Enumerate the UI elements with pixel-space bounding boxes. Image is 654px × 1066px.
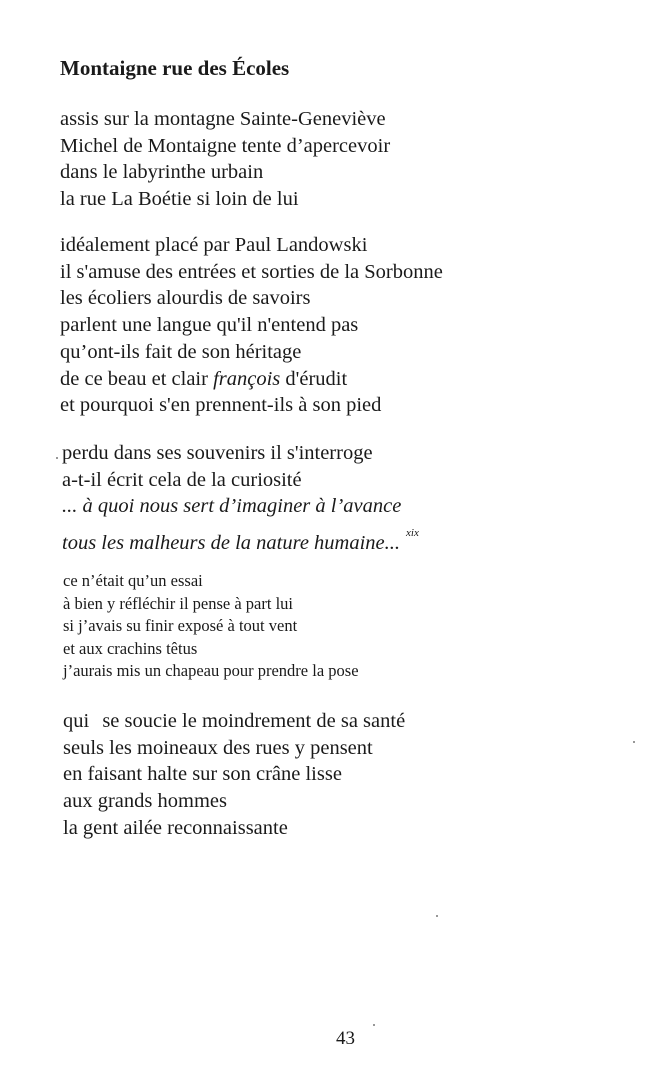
verse-line: j’aurais mis un chapeau pour prendre la pose	[63, 661, 359, 680]
verse-line: ce n’était qu’un essai	[63, 571, 203, 590]
verse-line: a-t-il écrit cela de la curiosité	[62, 468, 302, 491]
verse-line: qu’ont-ils fait de son héritage	[60, 340, 302, 363]
verse-line: perdu dans ses souvenirs il s'interroge	[62, 442, 373, 464]
scan-speck	[436, 915, 438, 917]
verse-line: et pourquoi s'en prennent-ils à son pied	[60, 394, 382, 417]
stanza-2	[60, 232, 443, 419]
quote-line: ... à quoi nous sert d’imaginer à l’avance	[62, 495, 402, 518]
verse-line: aux grands hommes	[63, 790, 227, 813]
footnote-reference: xix	[406, 527, 419, 540]
verse-line: la rue La Boétie si loin de lui	[60, 188, 299, 211]
verse-line: à bien y réfléchir il pense à part lui	[63, 593, 293, 613]
verse-line: seuls les moineaux des rues y pensent	[63, 736, 373, 759]
stanza-3	[62, 440, 419, 557]
verse-segment: se soucie le moindrement de sa santé	[102, 710, 406, 732]
verse-segment: qui	[63, 710, 90, 732]
italic-word: françois	[213, 367, 281, 390]
verse-line: les écoliers alourdis de savoirs	[60, 287, 311, 310]
stanza-1	[60, 106, 390, 213]
verse-line: idéalement placé par Paul Landowski	[60, 234, 368, 256]
verse-line: en faisant halte sur son crâne lisse	[63, 763, 342, 786]
verse-segment: d'érudit	[280, 367, 348, 390]
verse-line: parlent une langue qu'il n'entend pas	[60, 314, 359, 337]
stanza-5	[63, 708, 405, 842]
verse-line: assis sur la montagne Sainte-Geneviève	[60, 108, 386, 130]
scan-speck	[373, 1024, 375, 1026]
verse-line	[63, 708, 405, 735]
quote-line	[62, 520, 419, 557]
verse-line	[60, 366, 443, 393]
page-number: 43	[336, 1028, 355, 1049]
stanza-4	[63, 570, 359, 683]
quote-text: tous les malheurs de la nature humaine...	[62, 532, 401, 555]
verse-line: et aux crachins têtus	[63, 638, 198, 658]
verse-line: il s'amuse des entrées et sorties de la Sorbonne	[60, 260, 443, 283]
verse-line: la gent ailée reconnaissante	[63, 816, 288, 839]
verse-segment: de ce beau et clair	[60, 367, 214, 390]
verse-line: dans le labyrinthe urbain	[60, 161, 264, 184]
verse-line: Michel de Montaigne tente d’apercevoir	[60, 134, 391, 157]
scan-speck	[633, 741, 635, 743]
poem-title: Montaigne rue des Écoles	[60, 56, 290, 80]
scan-speck	[56, 457, 58, 459]
verse-line: si j’avais su finir exposé à tout vent	[63, 616, 298, 635]
